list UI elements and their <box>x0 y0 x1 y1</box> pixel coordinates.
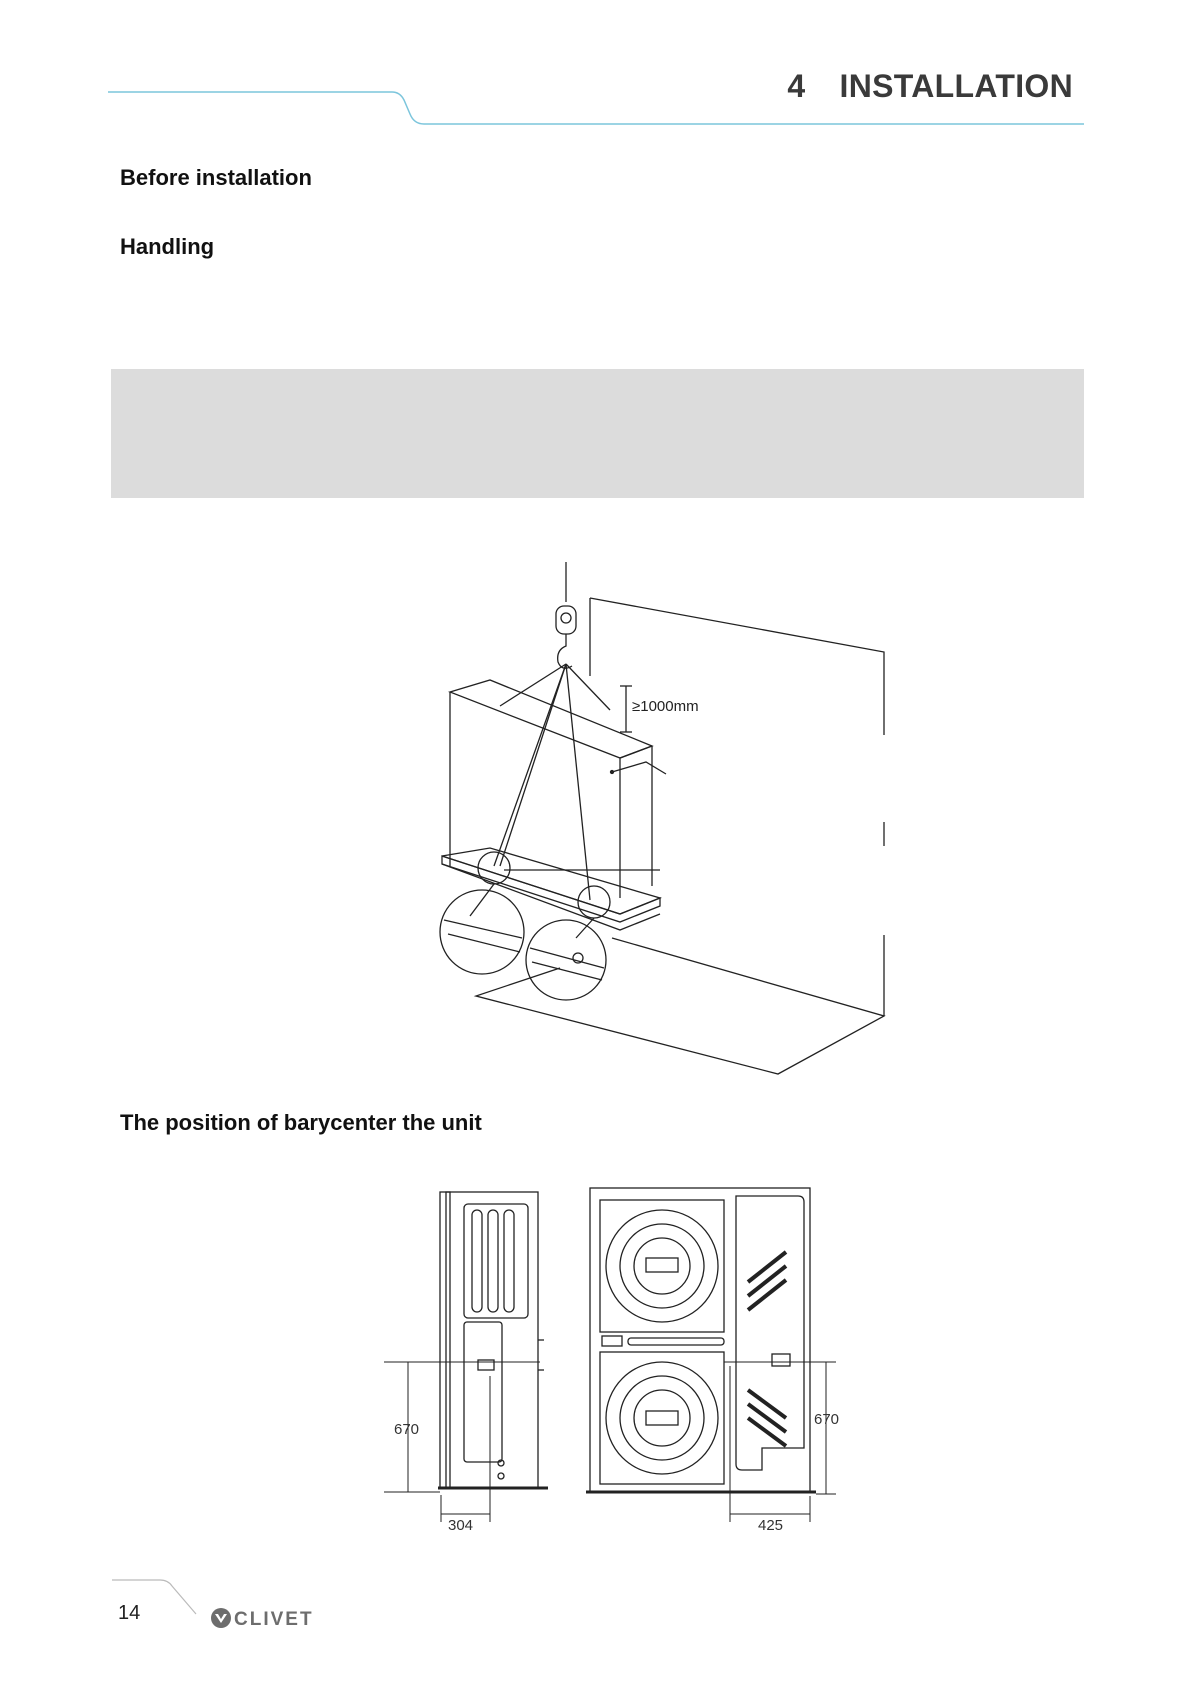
side-view <box>438 1192 548 1488</box>
front-view <box>586 1188 816 1492</box>
page-number: 14 <box>118 1602 141 1624</box>
clivet-logo-mark <box>210 1606 334 1630</box>
side-width-label: 304 <box>448 1517 474 1534</box>
front-height-label: 670 <box>814 1411 840 1428</box>
brand-name: CLIVET <box>234 1609 314 1630</box>
note-box <box>111 369 1084 498</box>
side-height-label: 670 <box>394 1421 420 1438</box>
clivet-logo <box>210 1606 334 1630</box>
heading-before-installation: Before installation <box>120 165 312 190</box>
barycenter-figure <box>380 1175 860 1540</box>
clearance-label: ≥1000mm <box>632 698 699 715</box>
heading-handling: Handling <box>120 234 215 259</box>
lifting-figure <box>430 560 890 1080</box>
chapter-title <box>787 68 1073 105</box>
heading-barycenter: The position of barycenter the unit <box>120 1110 482 1135</box>
chapter-number: 4 <box>787 68 806 104</box>
front-width-label: 425 <box>758 1517 784 1534</box>
chapter-name: INSTALLATION <box>839 68 1073 104</box>
